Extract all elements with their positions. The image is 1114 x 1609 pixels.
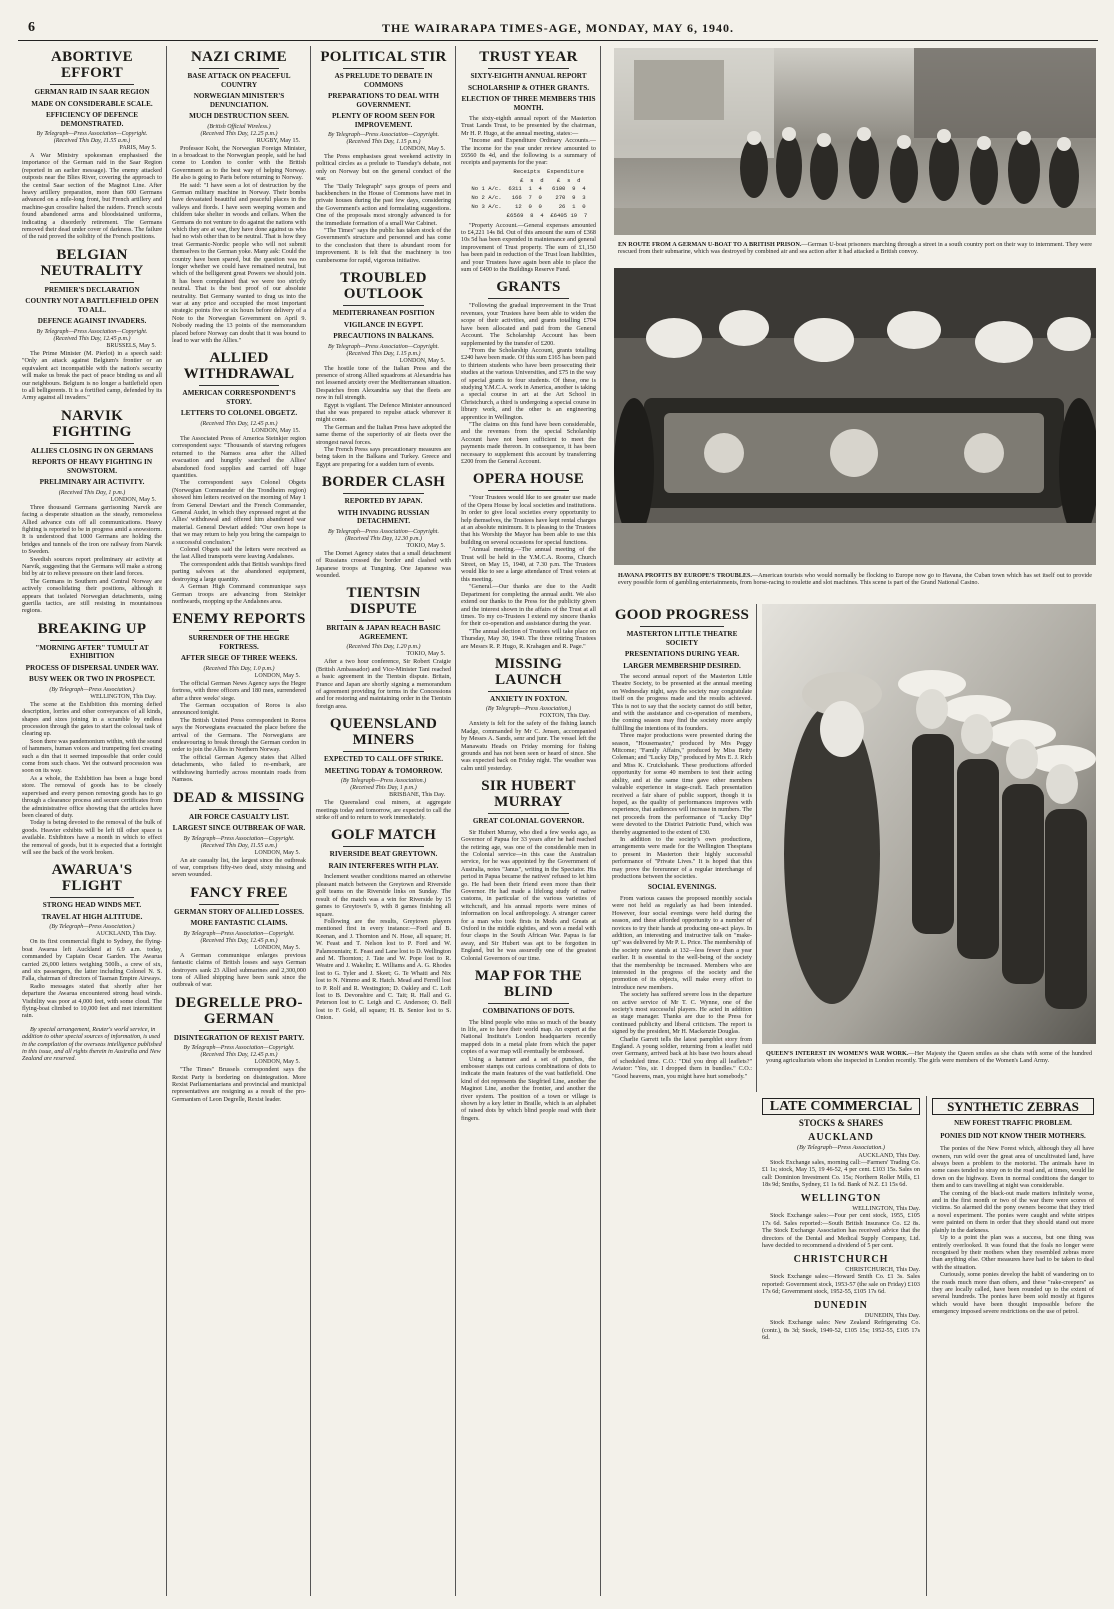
- page-number: 6: [28, 20, 35, 35]
- dateline: DUNEDIN, This Day.: [864, 1311, 920, 1319]
- article: [22, 49, 162, 241]
- paragraph: The society has suffered severe loss in the departure on active service of Mr T. C. Wynne, one of the society's most successful players. He acted in addition as stage manager. Thanks are due to the Press for continued publicity and liberal criticism. The report is signed by the president, Mr H. Mackenzie Douglas.: [612, 991, 752, 1036]
- subheading: ELECTION OF THREE MEMBERS THIS MONTH.: [461, 95, 596, 112]
- paragraph: "Property Account.—General expenses amounted to £4,221 14s 8d. Out of this amount the sum of £368 10s 5d has been expended in maintenance and general improvement of Trust property. The sum of £1,150 has been paid in reduction of the Trust loan liabilities, and your Trustees have again been able to place the sum of £400 to the Buildings Reserve Fund.: [461, 221, 596, 274]
- photo-caption-havana: [618, 572, 1092, 587]
- subheading: PRESENTATIONS DURING YEAR.: [624, 650, 740, 658]
- paragraph: "From the Scholarship Account, grants totalling £240 have been made. Of this sum £165 has been paid to thirteen students who have been prosecuting their studies at the various Universities, and £75 in the way of special grants to four students. Of these, one is studying Y.M.C.A. work in America, another is taking a special course in art at the Art School in Christchurch, a third is undergoing a special course in library work, and the other is an engineering apprentice in Wellington.: [461, 346, 596, 421]
- paragraph: The Press emphasises great weekend activity in political circles as a prelude to Tuesday's debate, not only on Norway but on the general conduct of the war.: [316, 153, 451, 183]
- account-table-row: £ s d £ s d: [476, 176, 581, 184]
- photo-caption-queen: [766, 1050, 1092, 1065]
- paragraph: The official German News Agency says the Hegre fortress, with three officers and 180 men, surrendered after a three weeks' siege.: [172, 679, 306, 702]
- column-4: [461, 46, 596, 1596]
- account-table-row: No 1 A/c. 6311 1 4 6100 9 4: [471, 185, 586, 193]
- received-time: (Received This Day, 1.15 p.m.): [346, 350, 421, 357]
- paragraph: Colonel Obgets said the letters were received as the last Allied transports were leaving Andalsnes.: [172, 546, 306, 561]
- subheading: PRELIMINARY AIR ACTIVITY.: [39, 478, 145, 487]
- dateline: FOXTON, This Day.: [539, 713, 590, 720]
- article-headline: GOOD PROGRESS: [614, 607, 750, 623]
- paragraph: The Domei Agency states that a small detachment of Russians crossed the border and clashed with Japanese troops at Tungning. One Japanese was wounded.: [316, 549, 451, 579]
- paragraph: "General.—Our thanks are due to the Audit Department for completing the annual audit. We also extend our thanks to the Press for the publicity given and the interest shown in the affairs of the Trust at all times. To my co-Trustees I extend my sincere thanks for their co-operation and assistance during the year.: [461, 583, 596, 628]
- article-headline: LATE COMMERCIAL: [769, 1099, 913, 1114]
- article: [461, 656, 596, 772]
- wire-credit: By Telegraph—Press Association—Copyright.: [328, 132, 439, 138]
- dateline: LONDON, May 5.: [399, 146, 445, 152]
- paragraph: Stock Exchange sales:—Four per cent stock, 1955, £105 17s 6d. Sales reported:—South British Insurance Co. £2 8s. The Stock Exchange Association has received advice that the directors of the Dental and Medical Supply Company, Ltd. have decided to recommend a dividend of 5 per cent.: [762, 1212, 920, 1250]
- dateline: AUCKLAND, This Day.: [96, 931, 156, 938]
- paragraph: A War Ministry spokesman emphasised the importance of the German raid in the Saar Region (reported in an earlier message). The enemy attacked outposts near the Blies River, covering the approach to the central Saar section of the Maginot Line. After heavy artillery preparation, more than 600 Germans advanced on a mile-long front, but French artillery and machine-gun crossfire halted the raiders. French scouts found abandoned arms and bloodstained uniforms, indicating a disorderly retirement. The Germans removed their dead under cover of darkness. The failure of the raid proved the solidity of the French positions.: [22, 152, 162, 241]
- article-headline: MAP FOR THE BLIND: [474, 968, 583, 1001]
- article-headline: POLITICAL STIR: [320, 49, 447, 65]
- subheading: ANXIETY IN FOXTON.: [490, 694, 567, 703]
- article-good-progress: [612, 604, 752, 1094]
- dateline: BRUSSELS, May 5.: [106, 342, 156, 349]
- newspaper-title: THE WAIRARAPA TIMES-AGE, MONDAY, MAY 6, 1940.: [382, 21, 734, 35]
- paragraph: The hostile tone of the Italian Press and the presence of strong Allied squadrons at Alexandria has not lessened anxiety over the Mediterranean situation. Despatches from Alexandria say that the fleets are now in full strength.: [316, 364, 451, 402]
- paragraph: Professor Koht, the Norwegian Foreign Minister, in a broadcast to the Norwegian people, said he had come to London to confer with the British Government as to the best way of helping Norway. He also is going to Paris before returning to Norway.: [172, 144, 306, 182]
- wire-credit: By Telegraph—Press Association—Copyright.: [328, 343, 439, 350]
- subheading: AMERICAN CORRESPONDENT'S STORY.: [182, 389, 296, 406]
- headline-rule: [640, 626, 724, 627]
- caption-heading: HAVANA PROFITS BY EUROPE'S TROUBLES.: [618, 572, 752, 579]
- subheading: MASTERTON LITTLE THEATRE SOCIETY: [626, 630, 738, 647]
- column-rule: [310, 46, 311, 1596]
- paragraph: The official German Agency states that Allied detachments, who failed to re-embark, are withdrawing hurriedly across mountain roads from Namsos.: [172, 753, 306, 784]
- paragraph: The French Press says precautionary measures are being taken in the Balkans and Turkey. Greece and Egypt are preparing for a sudden turn of events.: [316, 446, 451, 468]
- column-1: [22, 46, 162, 1596]
- dateline: LONDON, May 5.: [254, 672, 300, 679]
- article: [22, 621, 162, 857]
- headline-rule: [50, 640, 134, 641]
- subheading: RAIN INTERFERES WITH PLAY.: [328, 861, 439, 870]
- city-heading: AUCKLAND: [808, 1131, 874, 1143]
- subheading: REPORTED BY JAPAN.: [344, 497, 423, 506]
- article-synthetic-zebras: [932, 1098, 1094, 1598]
- paragraph: The sixty-eighth annual report of the Masterton Trust Lands Trust, to be presented by the chairman, Mr H. P. Hugo, at the annual meeting, states:—: [461, 115, 596, 137]
- subheading: REPORTS OF HEAVY FIGHTING IN SNOWSTORM.: [31, 458, 153, 475]
- paragraph: "The claims on this fund have been considerable, and the revenues from the special Scholarship Account have not been sufficient to meet the payments made thereon. In consequence, it has been necessary to supplement this account by transferring £200 from the General Account.: [461, 420, 596, 465]
- headline-rule: [199, 68, 279, 69]
- subheading: GREAT COLONIAL GOVERNOR.: [472, 817, 585, 826]
- column-rule: [600, 46, 601, 1596]
- column-rule: [455, 46, 456, 1596]
- article: [172, 611, 306, 783]
- dateline: LONDON, May 5.: [254, 1059, 300, 1066]
- subheading: COUNTRY NOT A BATTLEFIELD OPEN TO ALL.: [25, 297, 159, 314]
- paragraph: Inclement weather conditions marred an otherwise pleasant match between the Greytown and Riverside golf teams on the Riverside links on Sunday. The result of the match was a win for Riverside by 15 games to Greytown's 9, with 8 games finishing all square.: [316, 873, 451, 918]
- article-headline: NAZI CRIME: [191, 49, 287, 65]
- paragraph: "The Times" says the public has taken stock of the Government's structure and personnel and has come to the conclusion that there is abundant room for improvement. It is felt that the machinery is too cumbersome for rapid, vigorous initiative.: [316, 227, 451, 264]
- received-time: (Received This Day, 12.45 p.m.): [53, 335, 131, 342]
- article-headline: DEAD & MISSING: [173, 789, 305, 806]
- article-headline: BREAKING UP: [37, 620, 147, 637]
- wire-credit: (British Official Wireless.): [207, 123, 271, 130]
- paragraph: The Queensland coal miners, at aggregate meetings today and tomorrow, are expected to call the strike off and to return to work immediately.: [316, 799, 451, 822]
- account-table-row: No 2 A/c. 166 7 0 270 9 3: [471, 194, 586, 202]
- paragraph: The Associated Press of America Steinkjer region correspondent says: "Thousands of starving refugees returned to the Namsos area after the Allied evacuation and hungrily searched the Allies' abandoned food supplies and carried off huge quantities.: [172, 434, 306, 479]
- subheading: NORWEGIAN MINISTER'S DENUNCIATION.: [193, 92, 285, 109]
- paragraph: In addition to the society's own productions, arrangements were made for the Wellington Thespians to present in Masterton their highly successful performance of "Private Lives." It is hoped that this may prove the forerunner of a regular interchange of productions between the societies.: [612, 835, 752, 880]
- subheading: LARGEST SINCE OUTBREAK OF WAR.: [172, 824, 306, 832]
- received-time: (Received This Day, 1.20 p.m.): [346, 644, 421, 651]
- subheading: "MORNING AFTER" TUMULT AT EXHIBITION: [35, 643, 149, 661]
- article: [172, 49, 306, 344]
- article: [172, 350, 306, 605]
- headline-box: [762, 1098, 920, 1115]
- headline-box: [932, 1098, 1094, 1115]
- subheading: PRECAUTIONS IN BALKANS.: [333, 332, 434, 341]
- paragraph: On its first commercial flight to Sydney, the flying-boat Awarua left Auckland at 6.9 a.m. today, commanded by Captain Oscar Garden. The Awarua carried 26,000 letters weighing 500lb., a crew of six, and six passengers, the latter including Colonel N. S. Falla, chairman of directors of Tasman Empire Airways.: [22, 938, 162, 983]
- paragraph: The coming of the black-out made matters infinitely worse, and in the first month or two of the war there were scores of victims. So alarmed did the pony owners become that they tried a novel experiment. The ponies were caught and white stripes were painted on them in order that they should stand out more plainly in the darkness.: [932, 1189, 1094, 1234]
- article-headline: GOLF MATCH: [330, 827, 437, 844]
- article: [22, 408, 162, 615]
- city-heading: WELLINGTON: [800, 1192, 882, 1204]
- subheading: ALLIES CLOSING IN ON GERMANS: [30, 446, 154, 455]
- paragraph: Egypt is vigilant. The Defence Minister announced that she was prepared to repulse attack wherever it might come.: [316, 401, 451, 424]
- dateline: BRISBANE, This Day.: [389, 792, 445, 799]
- article-headline: QUEENSLAND MINERS: [329, 716, 438, 749]
- headline-rule: [199, 1030, 279, 1031]
- article: [316, 585, 451, 710]
- article-headline: TROUBLED OUTLOOK: [340, 270, 427, 303]
- paragraph: Three thousand Germans garrisoning Narvik are facing a desperate situation as the steady, remorseless Allied advance cuts off all communications. Heavy fighting is reported to be in progress amid a snowstorm. It is understood that 1000 Germans are holding the bridges and tunnels of the iron ore railway from Narvik to Sweden.: [22, 503, 162, 556]
- photo-queen-land-army: [762, 604, 1096, 1044]
- received-time: (Received This Day, 1.0 p.m.): [203, 665, 275, 672]
- photo-uboat-prisoners: [614, 48, 1096, 235]
- footnote: By special arrangement, Reuter's world service, in addition to other special sources of information, is used in the compilation of the overseas intelligence published in this issue, and all rights therein in Australia and New Zealand are reserved.: [22, 1025, 162, 1063]
- paragraph: Soon there was pandemonium within, with the sound of hammers, human voices and trumpeting feet creating such a din that it seemed impossible that order could come from such chaos. Yet the outward procession was soon on its way.: [22, 737, 162, 775]
- dateline: LONDON, May 5.: [110, 496, 156, 503]
- subheading: AS PRELUDE TO DEBATE IN COMMONS: [334, 72, 433, 89]
- wire-credit: (By Telegraph—Press Association.): [340, 778, 427, 785]
- article: [172, 995, 306, 1104]
- article-headline: BORDER CLASH: [321, 474, 446, 491]
- article-headline: OPERA HOUSE: [472, 471, 585, 488]
- subheading: EXPECTED TO CALL OFF STRIKE.: [323, 755, 444, 764]
- subheading: MADE ON CONSIDERABLE SCALE.: [31, 99, 153, 108]
- account-table-row: £6569 8 4 £6405 19 7: [469, 211, 588, 219]
- article-headline: ENEMY REPORTS: [172, 611, 306, 628]
- paragraph: "The annual election of Trustees will take place on Thursday, May 30, 1940. The three retiring Trustees are Messrs R. P. Hugo, R. Krahagen and R. Page.": [461, 627, 596, 650]
- article-headline: GRANTS: [496, 279, 561, 296]
- caption-heading: EN ROUTE FROM A GERMAN U-BOAT TO A BRITISH PRISON.: [618, 241, 802, 248]
- headline-rule: [199, 809, 279, 810]
- article: [22, 247, 162, 402]
- paragraph: The correspondent adds that British warships fired parting salvoes at the abandoned equipment, destroying a large quantity.: [172, 560, 306, 583]
- subheading: VIGILANCE IN EGYPT.: [343, 320, 424, 329]
- paragraph: An air casualty list, the largest since the outbreak of war, comprises fifty-two dead, sixty missing and seven wounded.: [172, 856, 306, 879]
- headline-rule: [343, 493, 424, 494]
- received-time: (Received This Day, 12.45 p.m.): [200, 1052, 278, 1059]
- city-heading: CHRISTCHURCH: [793, 1253, 889, 1265]
- article: [316, 827, 451, 1021]
- paragraph: Swedish sources report preliminary air activity at Narvik, suggesting that the Germans will make a strong bid by air to relieve pressure on their land forces.: [22, 555, 162, 578]
- headline-rule: [488, 813, 569, 814]
- caption-text: —American tourists who would normally be flocking to Europe now go to Havana, the Cuban town which has set itself out to provide every possible form of gambling entertainments, from horse-racing to roulette and slot machines. This scene is part of the Grand National Casino.: [618, 572, 1092, 587]
- subheading: AFTER SIEGE OF THREE WEEKS.: [180, 654, 298, 663]
- paragraph: The Germans in Southern and Central Norway are actively consolidating their positions, although it appears that isolated Norwegian detachments, using guerilla tactics, are still resisting in mountainous regions.: [22, 577, 162, 615]
- account-table-row: Receipts Expenditure: [473, 167, 584, 175]
- subheading: SIXTY-EIGHTH ANNUAL REPORT: [470, 72, 587, 80]
- headline-rule: [488, 1003, 569, 1004]
- article-headline: AWARUA'S FLIGHT: [51, 862, 133, 895]
- paragraph: The scene at the Exhibition this morning defied description, lorries and other conveyances of all kinds, shapes and sizes joining in a scramble by endless procession through the gates to start the colossal task of clearing up.: [22, 700, 162, 738]
- received-time: (Received This Day, 12.45 p.m.): [200, 937, 278, 944]
- paragraph: He said: "I have seen a lot of destruction by the German military machine in Norway. Their bombs have devastated beautiful and peaceful places in the valleys and fiords. I have seen weeping women and children take shelter in woods and cellars. When the Germans do not venture to do against the nations with which they are at war, they have done against us who had no wish other than to be neutral. That is how they treat Germanic-Nordic people who will not submit themselves to the German yoke. Many ask: Could the country have been spared, but the question was no longer whether we could have remained neutral, but which of the belligerent great Powers we should join. It has been complained that we were too strictly neutral. That is the best proof of our absolute neutrality. But Germany wanted to drag us into the war at any price and occupied the most important strategic points five or six hours before delivery of a Note to the Norwegian Government on April 9. Nobody reading the 13 points of the memorandum placed before Norway can doubt that it was bound to lead to war with the Allies.": [172, 181, 306, 345]
- subheading: PONIES DID NOT KNOW THEIR MOTHERS.: [940, 1131, 1086, 1140]
- subheading: AIR FORCE CASUALTY LIST.: [189, 812, 289, 821]
- subheading: COMBINATIONS OF DOTS.: [482, 1007, 575, 1016]
- headline-rule: [343, 620, 424, 621]
- masthead: [18, 18, 1098, 41]
- paragraph: Stock Exchange sales:—Howard Smith Co. £1 3s. Sales reported: Government stock, 1953-57 (the sale on Friday) £103 17s 6d; Government stock, 1952-55, £105 17s 6d.: [762, 1273, 920, 1296]
- subheading: NEW FOREST TRAFFIC PROBLEM.: [954, 1119, 1072, 1128]
- paragraph: From various causes the proposed monthly socials were not held as regularly as had been intended. However, four social evenings were held during the season, and these afforded opportunity to a number of novices to try their hands at producing one-act plays. In addition, an interesting and instructive talk on "make-up" was delivered by Mr P. L. Price. The membership of the society now stands at 132—less fewer than a year earlier. It is essential to the well-being of the society that the membership be increased. Members who are interested in the progress of the society and the promotion of its objects, will make every effort to introduce new members.: [612, 894, 752, 991]
- caption-heading: QUEEN'S INTEREST IN WOMEN'S WAR WORK.: [766, 1050, 909, 1057]
- article: [316, 474, 451, 579]
- paragraph: "Your Trustees would like to see greater use made of the Opera House by local societies and institutions. In order to give local societies every opportunity to help themselves, the Trustees have kept rental charges at an absolute minimum. It is pleasing to the Trustees that his Worship the Mayor has been able to use this building on several occasions for special functions.: [461, 494, 596, 546]
- dateline: TOKIO, May 5.: [406, 651, 445, 658]
- wire-credit: (By Telegraph—Press Association.): [49, 686, 135, 693]
- paragraph: Using a hammer and a set of punches, the embosser stamps out curious combinations of dots to indicate the main features of the vast battlefield. One kind of dot represents the Siegfried Line, another the Maginot Line, another the frontier, and another the river system. The position of a town or village is shown by a key letter in Braille, which is an alphabet of raised dots by which blind people read with their fingers.: [461, 1055, 596, 1122]
- article-headline: ALLIED WITHDRAWAL: [183, 350, 295, 383]
- article: [461, 968, 596, 1122]
- paragraph: A German High Command communique says German troops are advancing from Steinkjer northwards, mopping up the Andalsnes area.: [172, 583, 306, 605]
- subheading: BUSY WEEK OR TWO IN PROSPECT.: [29, 675, 155, 684]
- subheading: EFFICIENCY OF DEFENCE DEMONSTRATED.: [45, 111, 139, 128]
- article: [22, 862, 162, 1019]
- dateline: AUCKLAND, This Day.: [858, 1151, 920, 1159]
- photo-havana-casino: [614, 268, 1096, 565]
- wire-credit: By Telegraph—Press Association—Copyright.: [36, 328, 148, 335]
- subheading: LARGER MEMBERSHIP DESIRED.: [623, 661, 741, 670]
- paragraph: Today is being devoted to the removal of the bulk of goods. Heavier exhibits will be left till other space is available. Exhibitors have a month in which to effect the removal of goods, but it is expected that a fortnight will see the back of the work broken.: [22, 819, 162, 856]
- article: [461, 778, 596, 962]
- paragraph: Stock Exchange sales, morning call:—Farmers' Trading Co. £1 1s; stock, May 15, 19 46-52, 4 per cent. £103 15s. Sales on call: Dominion Investment Co. 15s; Northern Roller Mills, £1 18s 9d; Smiths, Sydney, £1 1s 6d. Bank of N.Z. £1 15s 6d.: [762, 1159, 920, 1189]
- paragraph: The correspondent says Colonel Obgets (Norwegian Commander of the Trondheim region) showed him letters received on the morning of May 1 from General Dewiart and the French Commander, General Audet, in which they expressed regret at the Allies' withdrawal and offered him abandoned war material. General Dewiart added: "Our own hope is that we may return to help you bring the campaign to a successful conclusion.": [172, 479, 306, 546]
- headline-rule: [488, 68, 569, 69]
- paragraph: After a two hour conference, Sir Robert Craigie (British Ambassador) and Vice-Minister Tani reached a basic agreement in the Tientsin dispute. Britain, France and Japan are shortly signing a memorandum of agreement providing for terms in the Concessions and for restoring and maintaining order in the Tientsin foreign area.: [316, 658, 451, 710]
- dateline: RUGBY, May 15.: [256, 137, 300, 144]
- wire-credit: By Telegraph—Press Association—Copyright.: [183, 835, 295, 842]
- article: [172, 790, 306, 879]
- paragraph: The British United Press correspondent in Roros says the Norwegians evacuated the place before the arrival of the Germans. The Norwegians are endeavouring to break through the German cordon in order to join the Allies in Northern Norway.: [172, 716, 306, 754]
- headline-rule: [50, 84, 134, 85]
- paragraph: The second annual report of the Masterton Little Theatre Society, to be presented at the annual meeting on Wednesday night, says the society may congratulate itself on the progress made and the results achieved. This is not to say that the society cannot do still better, and with the assistance and co-operation of members, the coming season may find the society more amply fulfilling the intentions of its founders.: [612, 673, 752, 732]
- subheading: WITH INVADING RUSSIAN DETACHMENT.: [337, 508, 430, 526]
- received-time: (Received This Day, 12.30 p.m.): [345, 535, 422, 542]
- article: [316, 49, 451, 264]
- paragraph: "Annual meeting.—The annual meeting of the Trust will be held in the Y.M.C.A. Rooms, Church Street, on May 15, 1940, at 7.30 p.m. The Trustees would like to see a large attendance of Trust voters at this meeting.: [461, 546, 596, 583]
- article: [316, 716, 451, 821]
- column-2: [172, 46, 306, 1596]
- subheading: PLENTY OF ROOM SEEN FOR IMPROVEMENT.: [332, 112, 435, 129]
- subheading: GERMAN STORY OF ALLIED LOSSES.: [174, 907, 304, 916]
- wire-credit: By Telegraph—Press Association—Copyright.: [328, 528, 439, 535]
- headline-rule: [343, 68, 424, 69]
- paragraph: The ponies of the New Forest which, although they all have owners, run wild over the great area of uncultivated land, have always been a problem to the motorist. The animals have in some cases tended to stray on to the road and, at times, would lie down on the highway. Even in normal conditions the danger to them and to cars travelling at night was considerable.: [932, 1145, 1094, 1190]
- subheading: PROCESS OF DISPERSAL UNDER WAY.: [25, 663, 159, 672]
- wire-credit: (By Telegraph—Press Association.): [797, 1144, 885, 1152]
- paragraph: Curiously, some ponies develop the habit of wandering on to the roads much more than others, and these "rake-creepers" as they are locally called, have been rounded up to the extent of several hundreds. The ponies have been sold mostly at figures which would have been thought impossible before the emergency imposed severe restrictions on the use of petrol.: [932, 1271, 1094, 1316]
- headline-rule: [488, 691, 569, 692]
- received-time: (Received This Day, 1.15 p.m.): [346, 139, 421, 145]
- received-time: (Received This Day, 12.45 p.m.): [200, 420, 278, 427]
- subheading: STRONG HEAD WINDS MET.: [42, 901, 142, 910]
- paragraph: The blind people who miss so much of the beauty in life, are to have their world map. An expert at the National Institute's London headquarters recently mapped dots in a metal plate from which the paper copies of a war map will eventually be embossed.: [461, 1018, 596, 1056]
- headline-rule: [50, 897, 134, 898]
- headline-rule: [343, 846, 424, 847]
- article-headline: SIR HUBERT MURRAY: [481, 778, 576, 811]
- headline-rule: [199, 630, 279, 631]
- headline-rule: [199, 904, 279, 905]
- subheading: SOCIAL EVENINGS.: [647, 883, 717, 892]
- subheading: TRAVEL AT HIGH ALTITUDE.: [41, 912, 143, 921]
- paragraph: Anxiety is felt for the safety of the fishing launch Madge, commanded by Mr C. Jensen, accompanied by Messrs A. Sands, senr and junr. The vessel left the Manawatu Heads on Friday morning for fishing grounds and has not been seen or heard of since. She was expected back on Friday night. The weather was calm until yesterday.: [461, 720, 596, 772]
- paragraph: "Following the gradual improvement in the Trust revenues, your Trustees have been able to widen the scope of their activities, and grants totalling £704 have been allocated and paid from the General Account. The Scholarship Account has been supplemented by the transfer of £200.: [461, 302, 596, 347]
- headline-rule: [50, 443, 134, 444]
- paragraph: The German and the Italian Press have adopted the same theme of the superiority of air fleets over the strongest naval forces.: [316, 423, 451, 446]
- headline-rule: [199, 385, 279, 386]
- article-headline: TIENTSIN DISPUTE: [346, 585, 421, 618]
- headline-rule: [343, 305, 424, 306]
- column-3: [316, 46, 451, 1596]
- subheading: SURRENDER OF THE HEGRE FORTRESS.: [188, 634, 290, 651]
- subheading: BRITAIN & JAPAN REACH BASIC AGREEMENT.: [326, 624, 441, 641]
- headline-rule: [343, 751, 424, 752]
- subheading: MORE FANTASTIC CLAIMS.: [190, 919, 288, 928]
- paragraph: Up to a point the plan was a success, but one thing was entirely overlooked. It was found that the foals no longer were recognised by their mothers when they resembled zebras more than anything else. Other measures have had to be taken to deal with the situation.: [932, 1234, 1094, 1271]
- paragraph: "Income and Expenditure Ordinary Accounts.—The income for the year under review amounted to £6560 8s 4d, and the following is a summary of receipts and payments for the year:: [461, 137, 596, 167]
- column-rule: [166, 46, 167, 1596]
- headline-rule: [50, 282, 134, 283]
- wire-credit: By Telegraph—Press Association—Copyright.: [183, 1045, 295, 1052]
- photo-caption-uboat: [618, 241, 1092, 256]
- received-time: (Received This Day, 1 p.m.): [350, 785, 417, 792]
- dateline: PARIS, May 5.: [119, 145, 156, 151]
- paragraph: The Prime Minister (M. Pierlot) in a speech said: "Only an attack against Belgium's frontier or an equivalent act incompatible with the nation's security will make us break the pact of peace binding us and all our neighbours. Belgium is no longer a battlefield open to all belligerents. It is a fortified camp, defended by its Army against all invaders.": [22, 349, 162, 402]
- paragraph: Sir Hubert Murray, who died a few weeks ago, as Governor of Papua for 33 years after he had reached the retiring age, was one of the considerable men in the Colonial service—in this case the Australian service, for he was appointed by the Government of Australia, notes "Janus", writing in the Spectator. His period in Papua became the natives' refused to let him go. He had been their friend even more than their Governor. He had made a lifelong study of native customs, in particular of the various varieties of witchcraft, and his annual reports were mines of information on local anthropology. A stranger career for a man who took firsts in Mods and Greats at Oxford in the middle eighties, and won a medal with four clasps in the South African War. Papua is far away, and Sir Hubert was apt to be forgotten in England, but he was assuredly one of the greatest Colonial Governors of our time.: [461, 828, 596, 962]
- article-headline: FANCY FREE: [190, 884, 288, 901]
- received-time: (Received This Day, 1 p.m.): [58, 489, 126, 496]
- dateline: WELLINGTON, This Day.: [852, 1205, 920, 1213]
- headline-rule: [488, 298, 569, 299]
- subheading: PREMIER'S DECLARATION: [44, 285, 140, 294]
- wire-credit: (By Telegraph—Press Association.): [485, 706, 572, 713]
- paragraph: Stock Exchange sales: New Zealand Refrigerating Co. (contr.), 8s 3d; Stock, 1949-52, £105 15s; 1952-55, £105 17s 6d.: [762, 1319, 920, 1342]
- column-rule: [926, 1096, 927, 1596]
- article: [612, 607, 752, 1080]
- subheading: STOCKS & SHARES: [798, 1118, 884, 1129]
- article-headline: ABORTIVE EFFORT: [51, 49, 133, 81]
- article: [316, 270, 451, 468]
- paragraph: Radio messages stated that shortly after her departure the Awarua encountered strong head winds. Visibility was poor at 4,000 feet, with some cloud. The flying-boat climbed to 10,000 feet and met intermittent rain.: [22, 982, 162, 1020]
- subheading: MEETING TODAY & TOMORROW.: [324, 766, 443, 775]
- subheading: LETTERS TO COLONEL OBGETZ.: [180, 409, 298, 418]
- received-time: (Received This Day, 11.55 a.m.): [53, 138, 131, 144]
- account-table-row: No 3 A/c. 12 0 0 26 1 0: [471, 203, 586, 211]
- article: [461, 471, 596, 650]
- caption-text: —German U-boat prisoners marching through a street in a south country port on their way to internment. They were rescued from their submarine, which was destroyed by combined air and sea action after it had attacked a British convoy.: [618, 241, 1092, 256]
- paragraph: The "Daily Telegraph" says groups of peers and backbenchers in the House of Commons have met in private houses during the past few days, considering the Government's action and formulating suggestions. One of the proposals most strongly advanced is for the immediate formation of a small War Cabinet.: [316, 182, 451, 227]
- paragraph: Following are the results, Greytown players mentioned first in every instance:—Ford and B. Keenan, and J. Thornton and N. Hose, all square; H. W. Feast and T. Nelson lost to P. Ford and W. Palamountain; E. Feast and Lane lost to D. Wellington and M. Thornton; J. Tate and W. Pope lost to R. Weatre and J. Wakelin; E. Williams and A. G. Rhodes lost to G. Tyler and J. Skeet; G. Te Whaiti and Nix lost to N. Nimmo and R. Hatch. Mead and Ferrell lost to P. Rolf and R. Westington; D. Oakley and C. Loft lost to B. Devonshire and C. Tait; R. Hall and G. Peterson lost to C. Leigh and C. Anderson; O. Bell lost to F. Gold, all square; H. B. Senior lost to S. Onion.: [316, 917, 451, 1022]
- article-headline: MISSING LAUNCH: [494, 655, 563, 688]
- article: [461, 279, 596, 465]
- caption-text: —Her Majesty the Queen smiles as she chats with some of the hundred young agriculturists whom she inspected in London recently. The girls were members of the Women's Land Army.: [766, 1050, 1092, 1065]
- subheading: PREPARATIONS TO DEAL WITH GOVERNMENT.: [328, 92, 439, 109]
- dateline: LONDON, May 5.: [254, 849, 300, 856]
- subheading: BASE ATTACK ON PEACEFUL COUNTRY: [187, 72, 291, 89]
- subheading: SCHOLARSHIP & OTHER GRANTS.: [467, 83, 589, 92]
- article-late-commercial: [762, 1098, 920, 1598]
- paragraph: Three major productions were presented during the season, "Housemaster," produced by Mrs Peggy Mitcome; "Family Affairs," produced by Miss Betty Coleman; and "Lucky Dip," produced by Mrs E. J. Rich and Miss K. Cruickshank. These productions afforded opportunity for some 40 members to test their acting ability, and at the same time gave other members valuable experience in stage-craft. Each presentation received a fair share of public support, though it is hoped, as the quality of performances improves with experience, that audiences will increase in numbers. The net proceeds from the performance of "Lucky Dip" were devoted to the District Patriotic Fund, which was thereby augmented to the extent of £30.: [612, 732, 752, 836]
- subheading: MEDITERRANEAN POSITION: [332, 309, 435, 318]
- article: [461, 49, 596, 273]
- subheading: MUCH DESTRUCTION SEEN.: [189, 112, 289, 120]
- article-headline: SYNTHETIC ZEBRAS: [947, 1099, 1079, 1114]
- subheading: GERMAN RAID IN SAAR REGION: [34, 88, 150, 96]
- subheading: RIVERSIDE BEAT GREYTOWN.: [329, 850, 438, 859]
- dateline: CHRISTCHURCH, This Day.: [845, 1265, 920, 1273]
- paragraph: As a whole, the Exhibition has been a huge bond store. The removal of goods has to be closely supervised and every person removing goods has to go through a clearance process and secure certificates from the administrative office showing that the articles have been cleared of duty.: [22, 774, 162, 819]
- article: [172, 885, 306, 989]
- received-time: (Received This Day, 12.25 p.m.): [200, 130, 278, 137]
- paragraph: A German communique enlarges previous fantastic claims of British losses and says German destroyers sank 23 Allied submarines and 2,300,000 tons of Allied shipping have been sunk since the outbreak of war.: [172, 951, 306, 989]
- paragraph: The German occupation of Roros is also announced tonight.: [172, 702, 306, 717]
- wire-credit: (By Telegraph—Press Association.): [49, 924, 135, 931]
- article-headline: NARVIK FIGHTING: [52, 407, 132, 440]
- dateline: LONDON, May 15.: [251, 427, 300, 434]
- city-heading: DUNEDIN: [814, 1299, 868, 1311]
- dateline: LONDON, May 5.: [254, 944, 300, 951]
- article-headline: DEGRELLE PRO-GERMAN: [175, 994, 303, 1027]
- wire-credit: By Telegraph—Press Association—Copyright.: [183, 930, 295, 937]
- subheading: DISINTEGRATION OF REXIST PARTY.: [173, 1033, 305, 1042]
- dateline: WELLINGTON, This Day.: [90, 693, 156, 700]
- subheading: DEFENCE AGAINST INVADERS.: [37, 317, 147, 326]
- received-time: (Received This Day, 11.55 a.m.): [200, 842, 278, 849]
- headline-rule: [488, 490, 569, 491]
- article-headline: BELGIAN NEUTRALITY: [40, 246, 144, 279]
- paragraph: Charlie Garrett tells the latest pamphlet story from England. A young soldier, returning from a leaflet raid over Germany, arrived back at his base two hours ahead of scheduled time. C.O.: "Did you drop all leaflets?" Aviator: "Yes, sir. I dropped them in bundles." C.O.: "Good heavens, man, you might have hurt somebody.": [612, 1035, 752, 1080]
- paragraph: "The Times" Brussels correspondent says the Rexist Party is bordering on disintegration. More Rexist Parliamentarians and provincial and municipal representatives are resigning as a result of the pro-Germanism of Leon Degrelle, Rexist leader.: [172, 1066, 306, 1103]
- dateline: TOKIO, May 5.: [406, 542, 445, 549]
- column-rule: [756, 604, 757, 1092]
- article-headline: TRUST YEAR: [479, 49, 578, 65]
- wire-credit: By Telegraph—Press Association—Copyright.: [36, 131, 148, 137]
- dateline: LONDON, May 5.: [399, 357, 445, 364]
